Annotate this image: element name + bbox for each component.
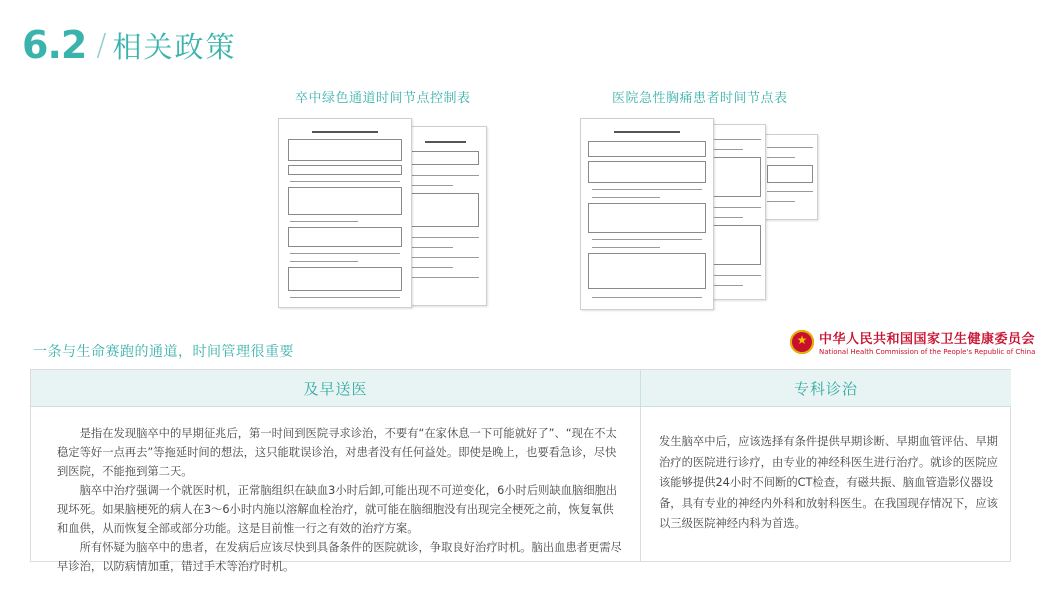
column-divider xyxy=(640,407,641,561)
stroke-form-image xyxy=(278,118,488,308)
caption-chest-pain-form: 医院急性胸痛患者时间节点表 xyxy=(612,91,788,106)
form-sheet-front-2 xyxy=(580,118,714,310)
form-sheet-front xyxy=(278,118,412,308)
caption-stroke-form: 卒中绿色通道时间节点控制表 xyxy=(295,91,471,106)
chest-pain-form-image xyxy=(580,118,820,310)
header-slash: / xyxy=(96,27,107,63)
nhc-name-en: National Health Commission of the People's Republic of China xyxy=(819,348,1036,356)
form-sheet-back xyxy=(403,126,487,306)
early-treatment-text xyxy=(57,424,624,576)
section-header xyxy=(22,20,236,70)
section-title: 相关政策 xyxy=(112,29,237,64)
nhc-logo xyxy=(790,328,1035,356)
paragraph: 脑卒中治疗强调一个就医时机，正常脑组织在缺血3小时后卸,可能出现不可逆变化，6小时后则缺血脑细胞出现坏死。如果脑梗死的病人在3～6小时内施以溶解血栓治疗，就可能在脑细胞没有出现完全梗死之前，恢复氧供和血供，从而恢复全部或部分功能。这是目前惟一行之有效的治疗方案。 xyxy=(57,484,618,535)
nhc-name-cn: 中华人民共和国国家卫生健康委员会 xyxy=(819,332,1036,347)
tagline: 一条与生命赛跑的通道，时间管理很重要 xyxy=(33,344,294,360)
national-emblem-icon xyxy=(790,330,814,354)
col-header-early: 及早送医 xyxy=(31,370,640,407)
specialist-treatment-text: 发生脑卒中后，应该选择有条件提供早期诊断、早期血管评估、早期治疗的医院进行诊疗，由专业的神经科医生进行治疗。就诊的医院应该能够提供24小时不间断的CT检查，有磁共振、脑血管造影仪器设备，具有专业的神经内外科和放射科医生。在我国现存情况下，应该以三级医院神经内科为首选。 xyxy=(659,435,998,530)
form-sheet-back-2 xyxy=(762,134,818,220)
col-header-specialist: 专科诊治 xyxy=(640,370,1011,407)
form-sheet-back-1 xyxy=(708,124,766,300)
paragraph: 所有怀疑为脑卒中的患者，在发病后应该尽快到具备条件的医院就诊，争取良好治疗时机。脑出血患者更需尽早诊治，以防病情加重，错过手术等治疗时机。 xyxy=(57,541,622,573)
section-number: 6.2 xyxy=(22,23,87,67)
info-table xyxy=(30,369,1011,573)
paragraph: 是指在发现脑卒中的早期征兆后，第一时间到医院寻求诊治，不要有“在家休息一下可能就好了”、“现在不太稳定等好一点再去”等拖延时间的想法，这只能耽误诊治，对患者没有任何益处。即使是晚上，也要看急诊，尽快到医院，不能拖到第二天。 xyxy=(57,427,617,478)
